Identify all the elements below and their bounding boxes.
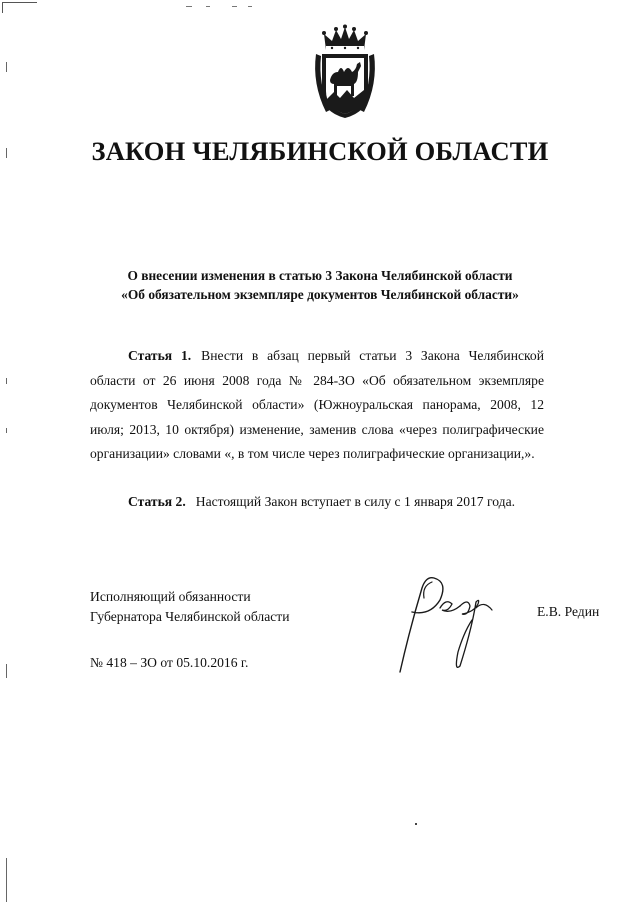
article-text: Настоящий Закон вступает в силу с 1 января 2017 года.	[195, 494, 515, 509]
article-2	[90, 490, 544, 515]
subtitle-line: «Об обязательном экземпляре документов Челябинской области»	[121, 287, 519, 302]
chelyabinsk-coat-of-arms-icon	[312, 24, 378, 122]
article-text: Внести в абзац первый статьи 3 Закона Челябинской области от 26 июня 2008 года № 284-ЗО «Об обязательном экземпляре документов Челябинской области» (Южноуральская панорама, 2008, 12 июля; 2013, 10 октября) изменение, заменив слова «через полиграфические организации» словами «, в том числе через полиграфические организации,».	[90, 348, 544, 461]
scan-edge-mark	[6, 858, 7, 902]
scan-edge-mark	[6, 62, 7, 72]
scan-dash	[186, 6, 192, 7]
scan-edge-mark	[6, 664, 7, 678]
law-number-date: № 418 – ЗО от 05.10.2016 г.	[90, 655, 249, 670]
subtitle-line: О внесении изменения в статью 3 Закона Челябинской области	[127, 268, 513, 283]
article-1	[90, 344, 544, 467]
scan-edge-mark	[6, 378, 7, 384]
scan-dash	[248, 6, 252, 7]
law-subtitle	[0, 266, 640, 304]
signer-position-line: Исполняющий обязанности	[90, 589, 251, 604]
scan-corner-mark	[2, 2, 37, 13]
article-label: Статья 2.	[128, 494, 186, 509]
signer-name: Е.В. Редин	[537, 604, 600, 619]
signer-position-line: Губернатора Челябинской области	[90, 609, 290, 624]
scan-dot	[415, 823, 417, 825]
scan-dash	[232, 6, 237, 7]
signer-position	[90, 587, 290, 627]
handwritten-signature	[388, 568, 508, 678]
scan-edge-mark	[6, 428, 7, 433]
scan-dash	[206, 6, 210, 7]
article-label: Статья 1.	[128, 348, 192, 363]
law-title: ЗАКОН ЧЕЛЯБИНСКОЙ ОБЛАСТИ	[91, 136, 549, 166]
